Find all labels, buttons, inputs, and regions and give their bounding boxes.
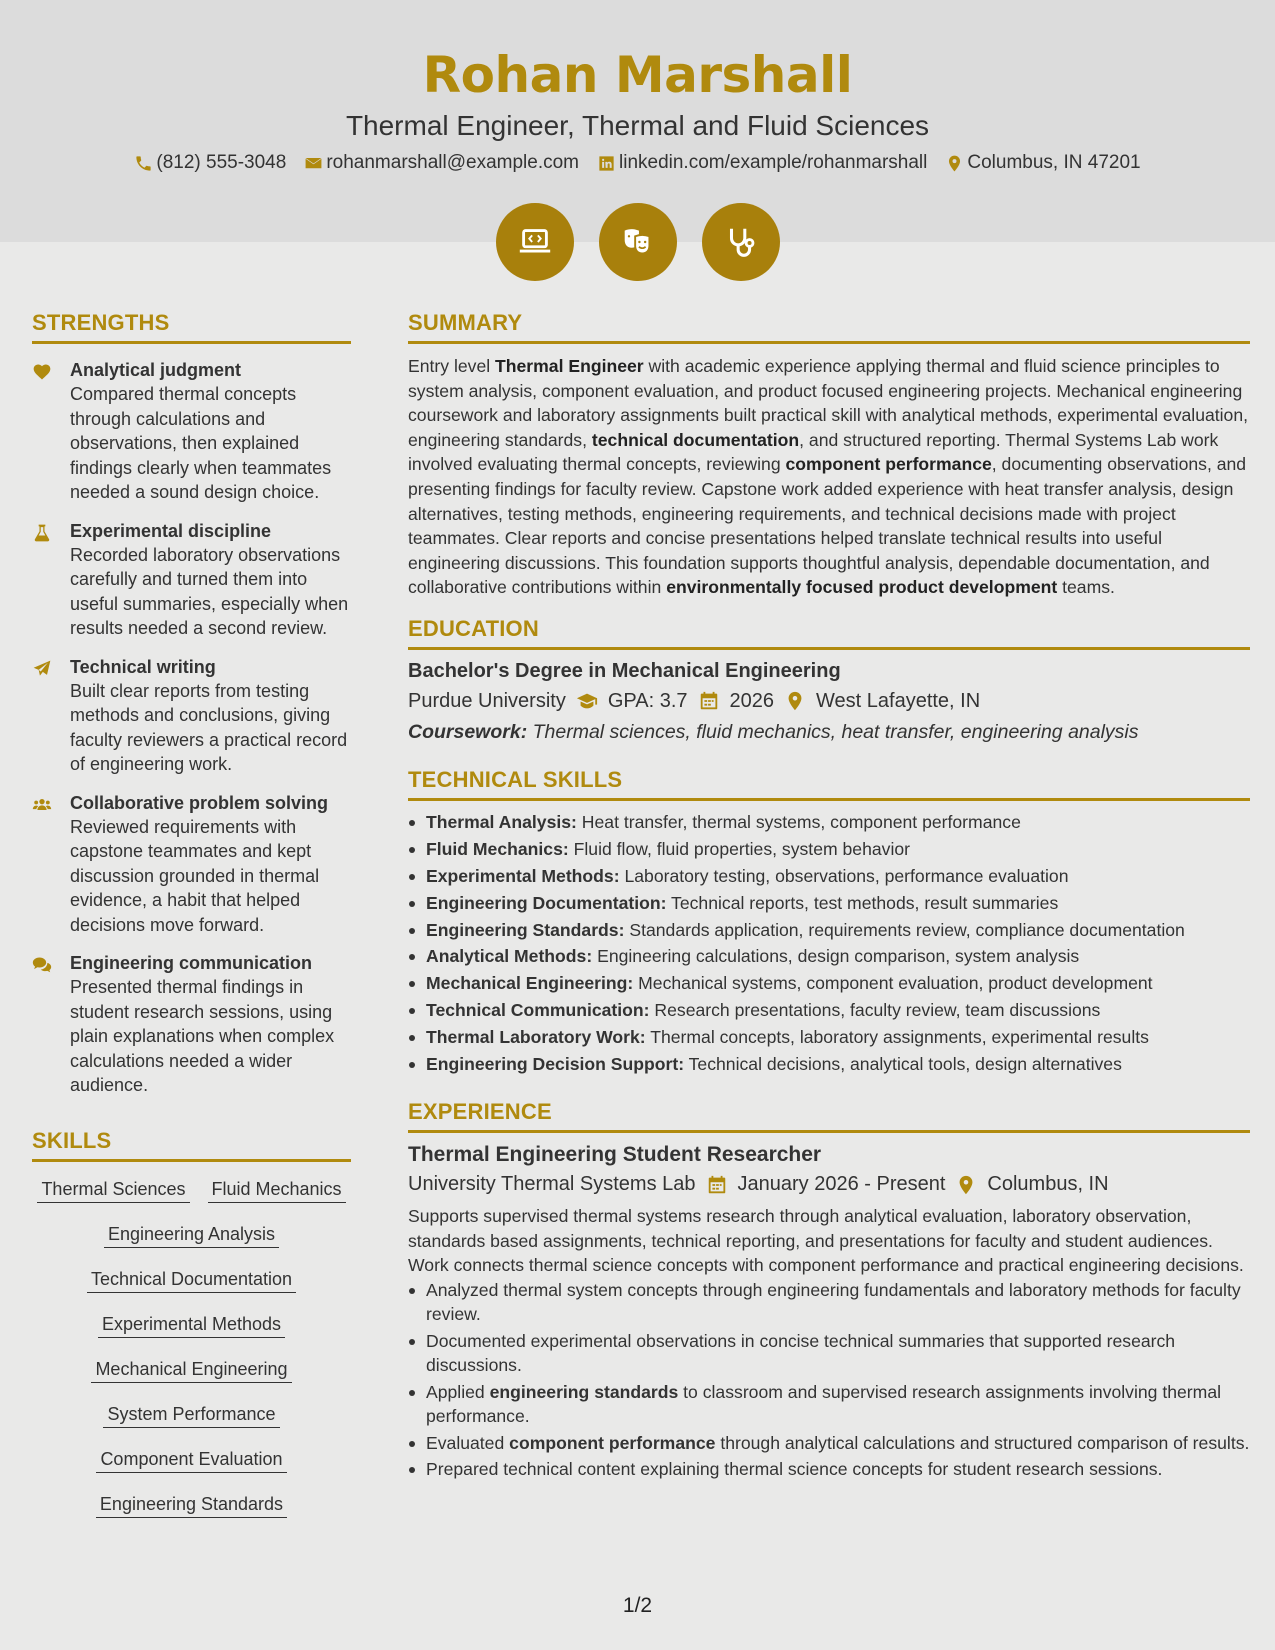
skill-label: Engineering Standards:: [426, 919, 625, 940]
list-item: [408, 863, 1250, 890]
contact-linkedin-text: linkedin.com/example/rohanmarshall: [619, 152, 928, 173]
list-item: [408, 809, 1250, 836]
bullet-keyword: component performance: [509, 1432, 716, 1453]
bullet-text: through analytical calculations and structured comparison of results.: [715, 1432, 1250, 1453]
contact-bar: [0, 152, 1275, 174]
heart-icon: [32, 362, 52, 382]
list-item: [408, 1431, 1250, 1456]
strength-heading: Experimental discipline: [70, 520, 272, 541]
contact-email[interactable]: [304, 152, 579, 174]
candidate-name: Rohan Marshall: [422, 46, 853, 104]
contact-linkedin[interactable]: [597, 152, 927, 174]
badge-stethoscope: [702, 203, 780, 281]
skill-label: Experimental Methods:: [426, 865, 620, 886]
list-item: [408, 1329, 1250, 1378]
strength-heading: Analytical judgment: [70, 360, 242, 380]
summary-keyword: Thermal Engineer: [495, 356, 644, 376]
bullet-text: Evaluated: [426, 1432, 510, 1453]
badge-masks: [599, 203, 677, 281]
list-item: [408, 997, 1250, 1024]
skill-tag: Fluid Mechanics: [208, 1178, 346, 1203]
job-location: Columbus, IN: [987, 1173, 1109, 1195]
bullet-text: Applied: [426, 1381, 490, 1402]
strength-text: Reviewed requirements with capstone teammates and kept discussion grounded in thermal evidence, a habit that helped decisions move forward.: [70, 816, 320, 935]
school-location: West Lafayette, IN: [816, 689, 981, 712]
skill-value: Research presentations, faculty review, team discussions: [654, 1000, 1101, 1021]
experience-heading: EXPERIENCE: [408, 1099, 1250, 1133]
contact-email-text: rohanmarshall@example.com: [326, 152, 579, 173]
paper-plane-icon: [32, 659, 52, 679]
summary-segment: with academic experience applying thermal and fluid science principles to system analysis, component evaluation, and product focused engineering projects. Mechanical engineering coursework and laboratory assignments built practical skill with analytical methods, experimental evaluation, engineering standards,: [408, 356, 1249, 450]
skill-tag: Experimental Methods: [98, 1313, 285, 1338]
skill-label: Analytical Methods:: [426, 946, 593, 967]
calendar-icon: [698, 690, 720, 712]
strength-item: [32, 519, 351, 641]
users-icon: [32, 795, 52, 815]
summary-keyword: environmentally focused product development: [666, 577, 1058, 598]
skills-heading: SKILLS: [32, 1128, 351, 1162]
skill-value: Technical decisions, analytical tools, design alternatives: [688, 1054, 1122, 1075]
comments-icon: [32, 955, 52, 975]
badge-laptop: [496, 203, 574, 281]
skill-value: Mechanical systems, component evaluation, product development: [638, 973, 1153, 994]
skill-tag: Technical Documentation: [87, 1268, 296, 1293]
linkedin-icon: [597, 154, 616, 173]
coursework: [408, 721, 1250, 744]
skill-label: Mechanical Engineering:: [426, 973, 634, 994]
interest-badges: [0, 203, 1275, 281]
job-title: Thermal Engineering Student Researcher: [408, 1143, 822, 1166]
skill-value: Fluid flow, fluid properties, system behavior: [573, 838, 911, 859]
summary-heading: SUMMARY: [408, 310, 1250, 344]
summary-keyword: technical documentation: [591, 429, 800, 450]
skill-tag: Engineering Analysis: [104, 1223, 279, 1248]
list-item: [408, 1051, 1250, 1078]
education-heading: EDUCATION: [408, 616, 1250, 650]
list-item: [408, 1457, 1250, 1482]
left-column: [32, 310, 351, 1538]
strength-item: [32, 791, 351, 938]
technical-skills-list: [408, 809, 1250, 1078]
skill-label: Fluid Mechanics:: [426, 838, 569, 859]
list-item: [408, 1278, 1250, 1327]
experience-section: [408, 1099, 1250, 1482]
summary-segment: Entry level: [408, 356, 496, 376]
candidate-title: Thermal Engineer, Thermal and Fluid Sciences: [345, 110, 930, 141]
laptop-code-icon: [516, 223, 554, 261]
job-org: University Thermal Systems Lab: [408, 1173, 696, 1195]
list-item: [408, 1024, 1250, 1051]
summary-text: [408, 354, 1250, 600]
skill-tag: Component Evaluation: [96, 1448, 286, 1473]
list-item: [408, 970, 1250, 997]
summary-segment: , documenting observations, and presenting findings for faculty review. Capstone work added experience with heat transfer analysis, design alternatives, testing methods, engineering requirements, and technical decisions made with project teammates. Clear reports and concise presentations helped translate technical results into useful engineering discussions. This foundation supports thoughtful analysis, dependable documentation, and collaborative contributions within: [408, 454, 1247, 598]
bullet-keyword: engineering standards: [489, 1381, 679, 1402]
strength-text: Recorded laboratory observations carefully and turned them into useful summaries, especially when results needed a second review.: [70, 544, 349, 638]
skill-tag: System Performance: [103, 1403, 279, 1428]
job-dates: January 2026 - Present: [737, 1173, 946, 1195]
coursework-text: Thermal sciences, fluid mechanics, heat transfer, engineering analysis: [532, 720, 1139, 743]
right-column: [408, 310, 1250, 1484]
skill-tag: Engineering Standards: [96, 1493, 287, 1518]
education-section: [408, 616, 1250, 744]
strength-text: Presented thermal findings in student research sessions, using plain explanations when complex calculations needed a wider audience.: [70, 977, 335, 1095]
skill-value: Engineering calculations, design comparison, system analysis: [597, 946, 1080, 967]
stethoscope-icon: [722, 223, 760, 261]
strength-text: Compared thermal concepts through calculations and observations, then explained findings clearly when teammates needed a sound design choice.: [70, 384, 332, 502]
strength-item: [32, 358, 351, 505]
strength-item: [32, 655, 351, 777]
skill-value: Technical reports, test methods, result summaries: [671, 892, 1059, 913]
strength-heading: Technical writing: [70, 656, 216, 677]
strengths-heading: STRENGTHS: [32, 310, 351, 344]
job-bullets: [408, 1278, 1250, 1482]
skill-value: Heat transfer, thermal systems, component performance: [581, 811, 1021, 832]
skill-tag: Thermal Sciences: [37, 1178, 189, 1203]
skill-label: Engineering Documentation:: [426, 892, 667, 913]
list-item: [408, 917, 1250, 944]
contact-location-text: Columbus, IN 47201: [967, 152, 1141, 173]
skill-label: Thermal Analysis:: [426, 811, 577, 832]
envelope-icon: [304, 154, 323, 173]
theater-masks-icon: [619, 223, 657, 261]
school-name: Purdue University: [408, 689, 566, 712]
skill-tag: Mechanical Engineering: [91, 1358, 291, 1383]
strength-heading: Engineering communication: [70, 953, 313, 973]
calendar-icon: [706, 1174, 728, 1196]
contact-phone-text: (812) 555-3048: [156, 152, 287, 173]
skills-list: [32, 1162, 351, 1538]
list-item: [408, 943, 1250, 970]
map-pin-icon: [955, 1174, 977, 1196]
list-item: [408, 890, 1250, 917]
strength-text: Built clear reports from testing methods and conclusions, giving faculty reviewers a practical record of engineering work.: [70, 680, 348, 774]
skill-value: Laboratory testing, observations, performance evaluation: [624, 865, 1069, 886]
skill-label: Engineering Decision Support:: [426, 1054, 685, 1075]
skills-section: [32, 1128, 351, 1538]
skill-label: Thermal Laboratory Work:: [426, 1027, 646, 1048]
coursework-label: Coursework:: [408, 720, 528, 743]
map-pin-icon: [945, 154, 964, 173]
strength-item: [32, 951, 351, 1098]
skill-value: Thermal concepts, laboratory assignments, experimental results: [650, 1027, 1149, 1048]
flask-icon: [32, 523, 52, 543]
contact-phone[interactable]: [134, 152, 286, 174]
summary-segment: teams.: [1057, 577, 1115, 598]
list-item: [408, 1380, 1250, 1429]
gpa: GPA: 3.7: [607, 689, 688, 712]
degree-title: Bachelor's Degree in Mechanical Engineering: [408, 659, 841, 682]
map-pin-icon: [784, 690, 806, 712]
skill-label: Technical Communication:: [426, 1000, 650, 1021]
page-number: 1/2: [622, 1594, 653, 1617]
contact-location: [945, 152, 1140, 174]
phone-icon: [134, 154, 153, 173]
list-item: [408, 836, 1250, 863]
bullet-text: Prepared technical content explaining thermal science concepts for student research sessions.: [426, 1459, 1163, 1479]
graduation-cap-icon: [576, 690, 598, 712]
strength-heading: Collaborative problem solving: [70, 792, 329, 813]
education-meta: [408, 690, 1250, 713]
job-meta: [408, 1173, 1250, 1196]
summary-keyword: component performance: [785, 454, 992, 475]
bullet-text: to classroom and supervised research assignments involving thermal performance.: [426, 1381, 1222, 1426]
skill-value: Standards application, requirements review, compliance documentation: [629, 919, 1185, 940]
bullet-text: Documented experimental observations in concise technical summaries that supported research discussions.: [426, 1330, 1176, 1375]
technical-skills-section: [408, 767, 1250, 1078]
summary-segment: , and structured reporting. Thermal Systems Lab work involved evaluating thermal concepts, reviewing: [408, 429, 1219, 475]
technical-skills-heading: TECHNICAL SKILLS: [408, 767, 1250, 801]
job-description: Supports supervised thermal systems research through analytical evaluation, laboratory observation, standards based assignments, technical reporting, and presentations for faculty and student audiences. Work connects thermal science concepts with component performance and practical engineering decisions.: [408, 1206, 1244, 1275]
graduation-year: 2026: [729, 689, 775, 712]
bullet-text: Analyzed thermal system concepts through engineering fundamentals and laboratory methods for faculty review.: [426, 1279, 1241, 1324]
